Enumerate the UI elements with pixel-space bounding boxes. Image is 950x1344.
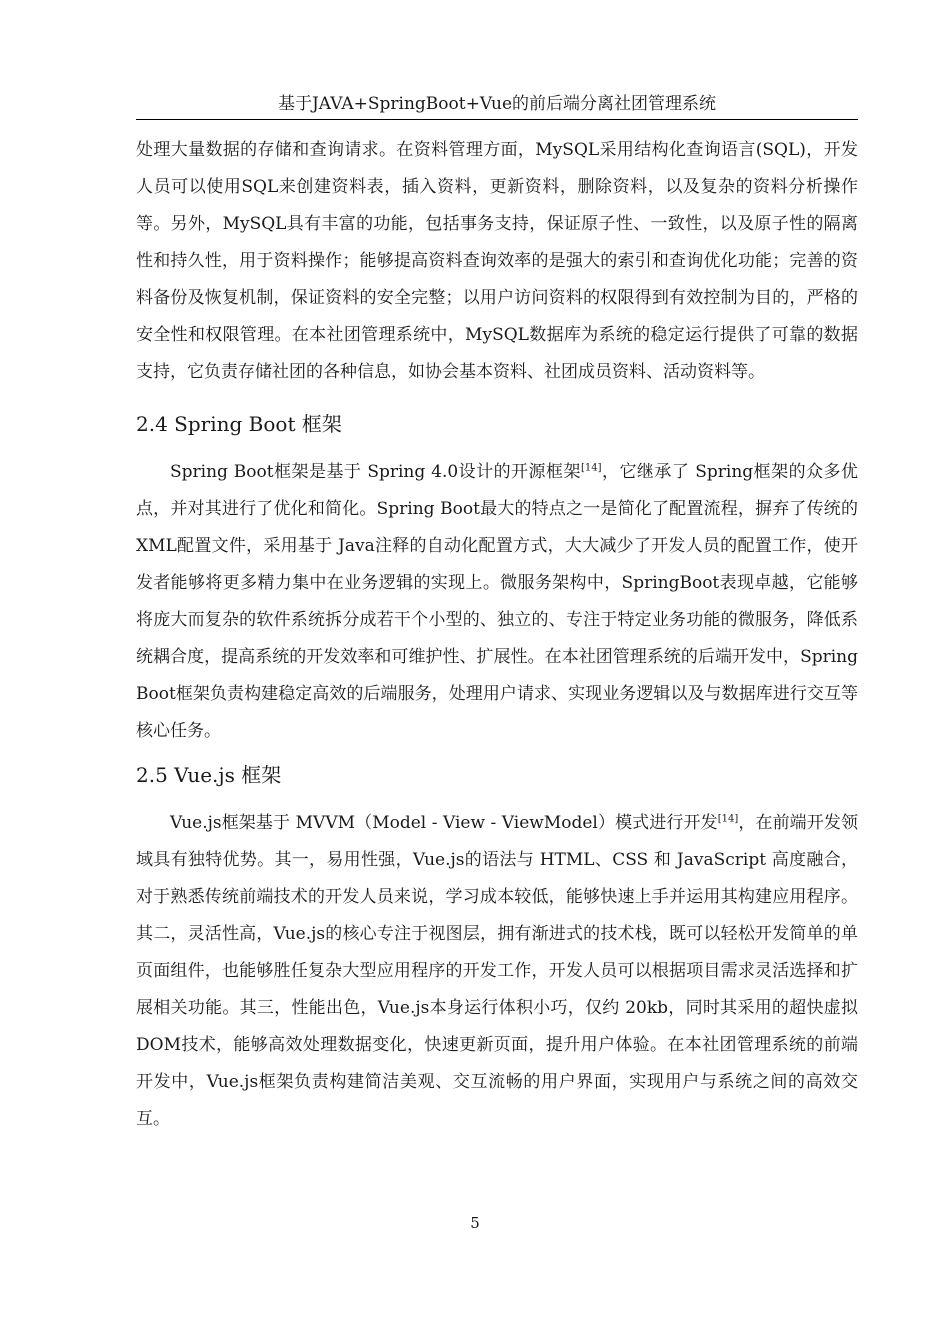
- spring-text-a: Spring Boot框架是基于 Spring 4.0设计的开源框架: [170, 462, 581, 482]
- section-heading-vuejs: 2.5 Vue.js 框架: [136, 763, 282, 787]
- citation-vue: [14]: [717, 813, 739, 825]
- spring-text-b: ，它继承了 Spring框架的众多优点，并对其进行了优化和简化。Spring Boot最大的特点之一是简化了配置流程，摒弃了传统的 XML配置文件，采用基于 Java注释的自动化配置方式，大大减少了开发人员的配置工作，使开发者能够将更多精力集中在业务逻辑的实现上。微服务架构中，SpringBoot表现卓越，它能够将庞大而复杂的软件系统拆分成若干个小型的、独立的、专注于特定业务功能的微服务，降低系统耦合度，提高系统的开发效率和可维护性、扩展性。在本社团管理系统的后端开发中，Spring Boot框架负责构建稳定高效的后端服务，处理用户请求、实现业务逻辑以及与数据库进行交互等核心任务。: [136, 462, 859, 741]
- page-number: 5: [470, 1214, 480, 1232]
- section-heading-spring-boot: 2.4 Spring Boot 框架: [136, 412, 342, 436]
- header-title: 基于JAVA+SpringBoot+Vue的前后端分离社团管理系统: [277, 94, 717, 114]
- vue-text-b: ，在前端开发领域具有独特优势。其一，易用性强，Vue.js的语法与 HTML、CSS 和 JavaScript 高度融合，对于熟悉传统前端技术的开发人员来说，学习成本较低，能够快速上手并运用其构建应用程序。其二，灵活性高，Vue.js的核心专注于视图层，拥有渐进式的技术栈，既可以轻松开发简单的单页面组件，也能够胜任复杂大型应用程序的开发工作，开发人员可以根据项目需求灵活选择和扩展相关功能。其三，性能出色，Vue.js本身运行体积小巧，仅约 20kb，同时其采用的超快虚拟 DOM技术，能够高效处理数据变化，快速更新页面，提升用户体验。在本社团管理系统的前端开发中，Vue.js框架负责构建简洁美观、交互流畅的用户界面，实现用户与系统之间的高效交互。: [136, 813, 858, 1129]
- paragraph-spring-boot: [136, 454, 858, 750]
- paragraph-mysql-continued: 处理大量数据的存储和查询请求。在资料管理方面，MySQL采用结构化查询语言(SQL)，开发人员可以使用SQL来创建资料表，插入资料，更新资料，删除资料，以及复杂的资料分析操作等。另外，MySQL具有丰富的功能，包括事务支持，保证原子性、一致性，以及原子性的隔离性和持久性，用于资料操作；能够提高资料查询效率的是强大的索引和查询优化功能；完善的资料备份及恢复机制，保证资料的安全完整；以用户访问资料的权限得到有效控制为目的，严格的安全性和权限管理。在本社团管理系统中，MySQL数据库为系统的稳定运行提供了可靠的数据支持，它负责存储社团的各种信息，如协会基本资料、社团成员资料、活动资料等。: [136, 140, 858, 382]
- document-body: [136, 132, 858, 1138]
- citation-spring: [14]: [580, 462, 602, 474]
- vue-text-a: Vue.js框架基于 MVVM（Model - View - ViewModel）模式进行开发: [170, 813, 718, 833]
- page-header: [136, 92, 858, 120]
- paragraph-vuejs: [136, 805, 858, 1138]
